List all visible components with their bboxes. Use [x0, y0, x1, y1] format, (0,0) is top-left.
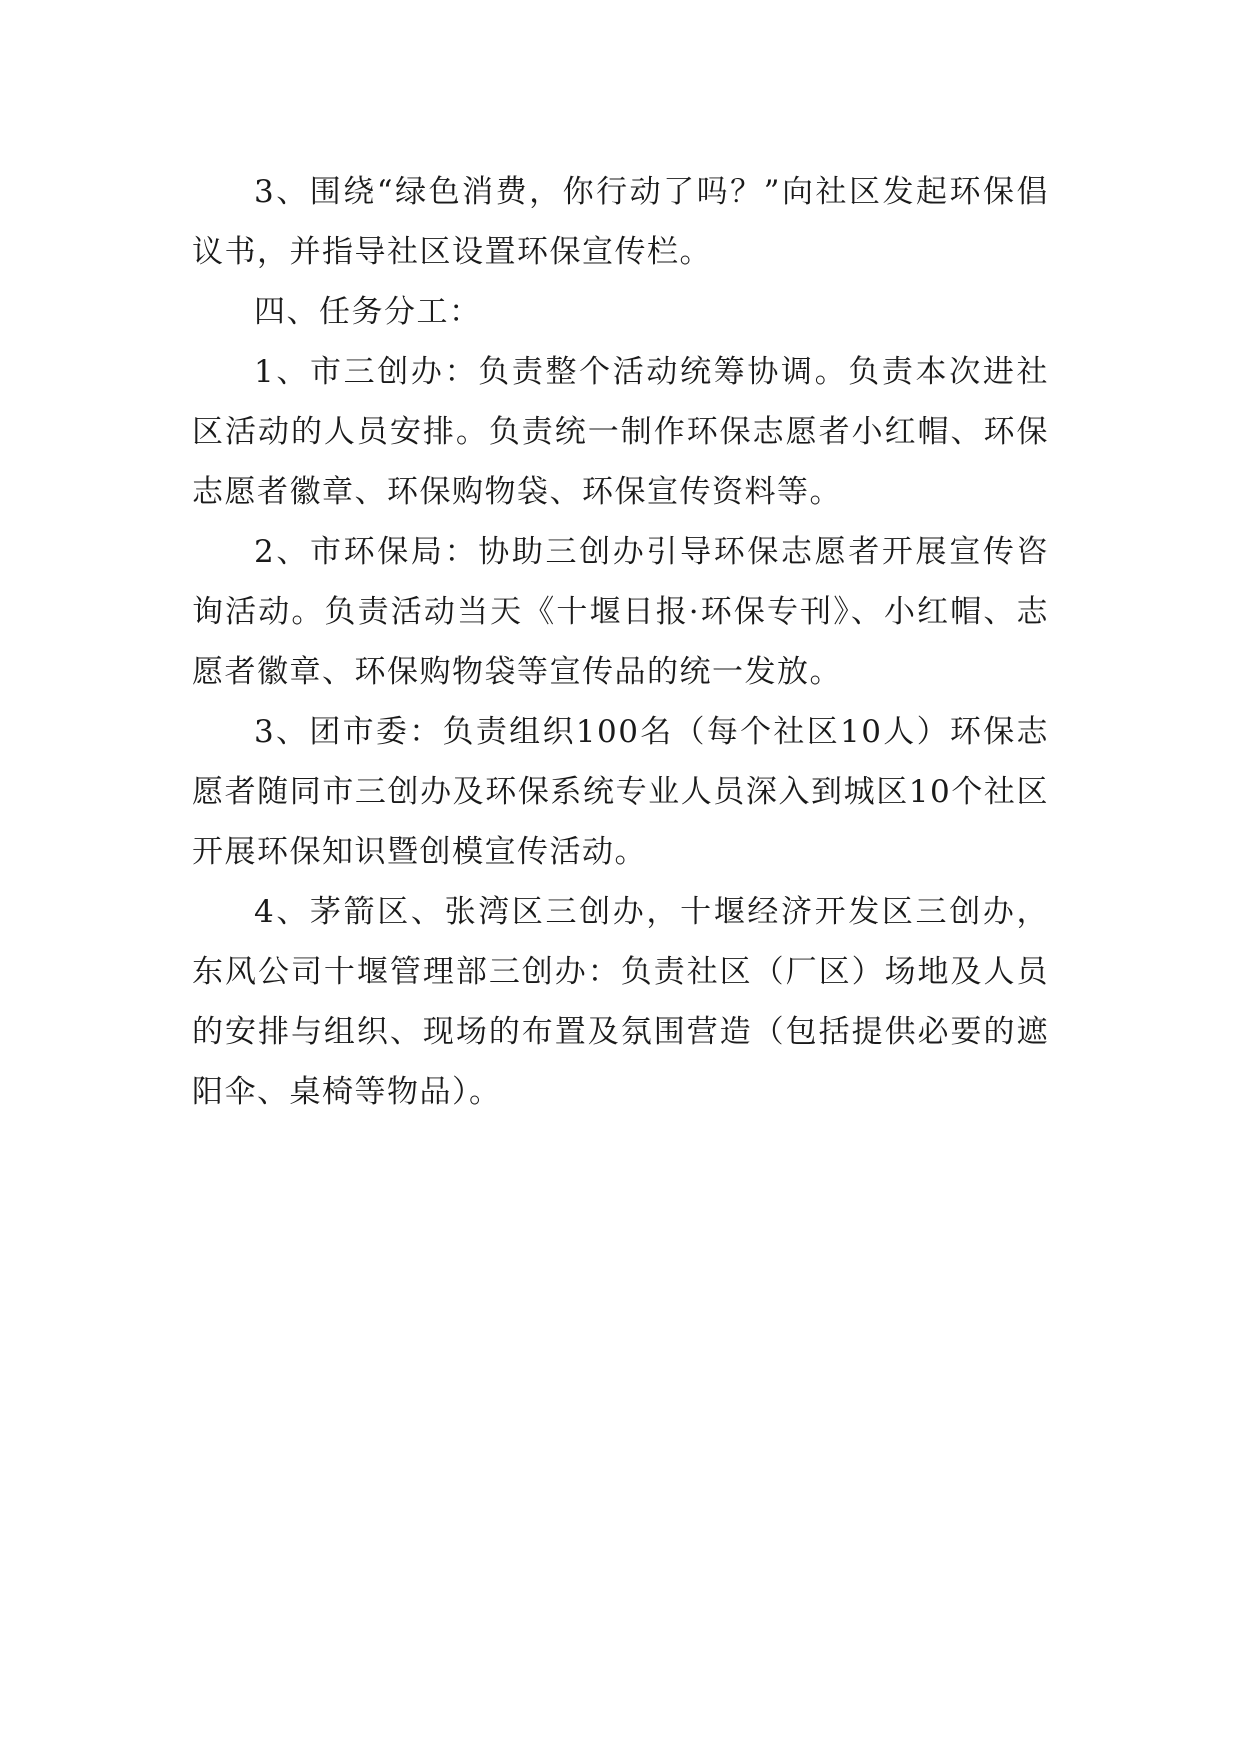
paragraph-youth-league: 3、团市委：负责组织100名（每个社区10人）环保志愿者随同市三创办及环保系统专业人员深入到城区10个社区开展环保知识暨创模宣传活动。 [192, 714, 1049, 870]
document-body [192, 162, 1049, 1122]
paragraph-city-office: 1、市三创办：负责整个活动统筹协调。负责本次进社区活动的人员安排。负责统一制作环保志愿者小红帽、环保志愿者徽章、环保购物袋、环保宣传资料等。 [192, 354, 1049, 510]
paragraph-advocacy: 3、围绕“绿色消费，你行动了吗？”向社区发起环保倡议书，并指导社区设置环保宣传栏。 [192, 174, 1049, 270]
paragraph-environment-bureau: 2、市环保局：协助三创办引导环保志愿者开展宣传咨询活动。负责活动当天《十堰日报·环保专刊》、小红帽、志愿者徽章、环保购物袋等宣传品的统一发放。 [192, 534, 1049, 690]
paragraph-district-offices: 4、茅箭区、张湾区三创办，十堰经济开发区三创办，东风公司十堰管理部三创办：负责社区（厂区）场地及人员的安排与组织、现场的布置及氛围营造（包括提供必要的遮阳伞、桌椅等物品）。 [192, 894, 1049, 1110]
section-heading-task-division: 四、任务分工： [254, 294, 482, 330]
